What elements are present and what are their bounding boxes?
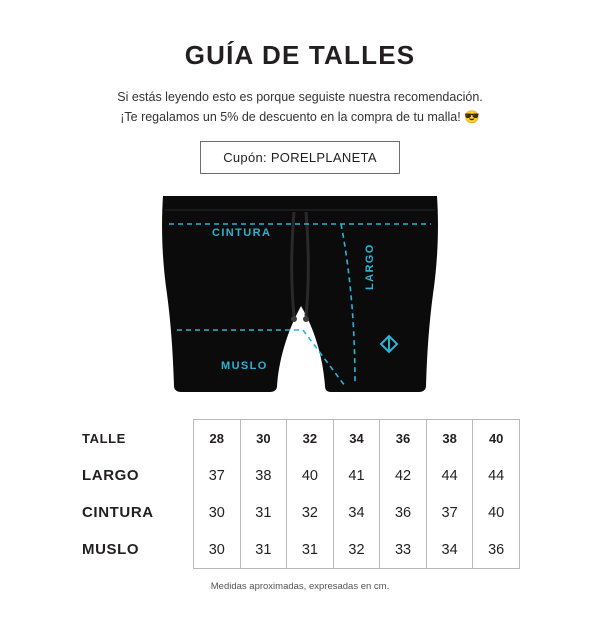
muslo-32: 31 bbox=[287, 531, 334, 569]
size-table bbox=[80, 419, 520, 569]
size-28: 28 bbox=[194, 420, 241, 458]
cintura-34: 34 bbox=[333, 494, 380, 531]
muslo-34: 32 bbox=[333, 531, 380, 569]
muslo-30: 31 bbox=[240, 531, 287, 569]
cintura-36: 36 bbox=[380, 494, 427, 531]
table-row bbox=[80, 494, 520, 531]
coupon-section bbox=[0, 141, 600, 174]
table-row-sizes bbox=[80, 420, 520, 458]
subtitle-block bbox=[0, 88, 600, 127]
swim-shorts-photo bbox=[155, 190, 445, 405]
cintura-40: 40 bbox=[473, 494, 520, 531]
coupon-code-box[interactable]: Cupón: PORELPLANETA bbox=[200, 141, 400, 174]
row-label-cintura: CINTURA bbox=[82, 504, 154, 522]
size-40: 40 bbox=[473, 420, 520, 458]
table-row bbox=[80, 531, 520, 569]
table-header-talle: TALLE bbox=[82, 430, 126, 446]
cintura-30: 31 bbox=[240, 494, 287, 531]
cintura-32: 32 bbox=[287, 494, 334, 531]
measure-label-thigh: MUSLO bbox=[221, 360, 268, 373]
size-guide-page bbox=[0, 40, 600, 640]
page-title: GUÍA DE TALLES bbox=[184, 40, 416, 70]
row-label-muslo: MUSLO bbox=[82, 541, 140, 559]
measurements-footnote: Medidas aproximadas, expresadas en cm. bbox=[210, 581, 390, 593]
measure-label-waist: CINTURA bbox=[212, 227, 272, 240]
product-illustration bbox=[155, 190, 445, 405]
muslo-40: 36 bbox=[473, 531, 520, 569]
largo-36: 42 bbox=[380, 457, 427, 494]
size-30: 30 bbox=[240, 420, 287, 458]
subtitle-line-1: Si estás leyendo esto es porque seguiste nuestra recomendación. bbox=[117, 90, 483, 105]
muslo-36: 33 bbox=[380, 531, 427, 569]
muslo-38: 34 bbox=[426, 531, 473, 569]
largo-38: 44 bbox=[426, 457, 473, 494]
largo-30: 38 bbox=[240, 457, 287, 494]
table-row bbox=[80, 457, 520, 494]
size-36: 36 bbox=[380, 420, 427, 458]
largo-34: 41 bbox=[333, 457, 380, 494]
measure-label-length: LARGO bbox=[364, 243, 376, 291]
row-label-largo: LARGO bbox=[82, 467, 140, 485]
muslo-28: 30 bbox=[194, 531, 241, 569]
size-32: 32 bbox=[287, 420, 334, 458]
size-38: 38 bbox=[426, 420, 473, 458]
largo-32: 40 bbox=[287, 457, 334, 494]
largo-28: 37 bbox=[194, 457, 241, 494]
cintura-28: 30 bbox=[194, 494, 241, 531]
subtitle-line-2: ¡Te regalamos un 5% de descuento en la compra de tu malla! 😎 bbox=[120, 109, 480, 124]
largo-40: 44 bbox=[473, 457, 520, 494]
cintura-38: 37 bbox=[426, 494, 473, 531]
size-34: 34 bbox=[333, 420, 380, 458]
